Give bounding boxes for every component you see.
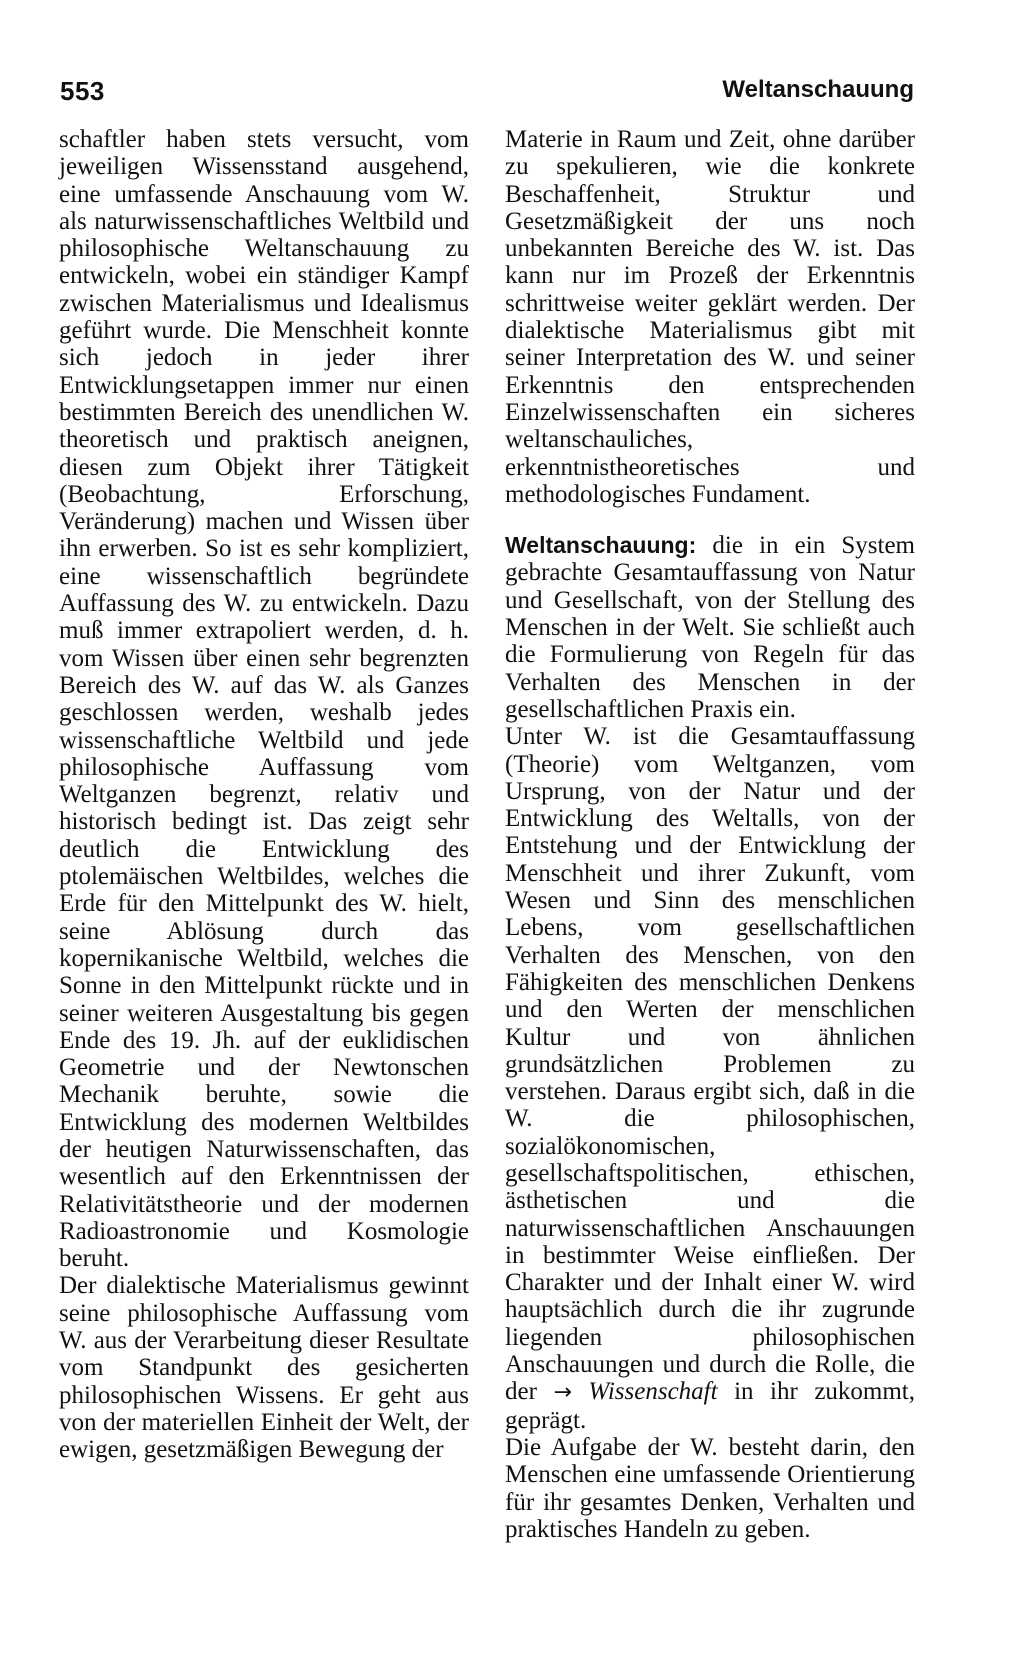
right-paragraph-task: Die Aufgabe der W. besteht darin, den Menschen eine umfassende Orientierung für ihr gesamtes Denken, Verhalten und praktisches Handeln zu geben. bbox=[505, 1433, 915, 1543]
right-paragraph-explanation bbox=[505, 723, 915, 1434]
left-paragraph-continuation: schaftler haben stets versucht, vom jeweiligen Wissensstand ausgehend, eine umfassende Anschauung vom W. als naturwissenschaftliches Weltbild und philosophische Weltanschauung zu entwickeln, wobei ein ständiger Kampf zwischen Materialismus und Idealismus geführt wurde. Die Menschheit konnte sich jedoch in jeder ihrer Entwicklungsetappen immer nur einen bestimmten Bereich des unendlichen W. theoretisch und praktisch aneignen, diesen zum Objekt ihrer Tätigkeit (Beobachtung, Erforschung, Veränderung) machen und Wissen über ihn erwerben. So ist es sehr kompliziert, eine wissenschaftlich begründete Auffassung des W. zu entwickeln. Dazu muß immer extrapoliert werden, d. h. vom Wissen über einen sehr begrenzten Bereich des W. auf das W. als Ganzes geschlossen werden, weshalb jedes wissenschaftliche Weltbild und jede philosophische Auffassung vom Weltganzen begrenzt, relativ und historisch bedingt ist. Das zeigt sehr deutlich die Entwicklung des ptolemäischen Weltbildes, welches die Erde für den Mittelpunkt des W. hielt, seine Ablösung durch das kopernikanische Weltbild, welches die Sonne in den Mittelpunkt rückte und in seiner weiteren Ausgestaltung bis gegen Ende des 19. Jh. auf der euklidischen Geometrie und der Newtonschen Mechanik beruhte, sowie die Entwicklung des modernen Weltbildes der heutigen Naturwissenschaften, das wesentlich auf den Erkenntnissen der Relativitätstheorie und der modernen Radioastronomie und Kosmologie beruht. bbox=[59, 126, 469, 1273]
cross-reference-link[interactable]: Wissenschaft bbox=[588, 1378, 718, 1406]
right-column bbox=[505, 126, 915, 1543]
entry-weltanschauung bbox=[505, 532, 915, 723]
page-header bbox=[60, 76, 914, 116]
left-column bbox=[59, 126, 469, 1464]
running-head: Weltanschauung bbox=[722, 76, 914, 103]
left-paragraph-dialectical-materialism: Der dialektische Materialismus gewinnt seine philosophische Auffassung vom W. aus der Verarbeitung dieser Resultate vom Standpunkt des gesicherten philosophischen Wissens. Er geht aus von der materiellen Einheit der Welt, der ewigen, gesetzmäßigen Bewegung der bbox=[59, 1272, 469, 1464]
entry-headword: Weltanschauung: bbox=[505, 532, 697, 559]
cross-reference-arrow-icon: → bbox=[553, 1380, 572, 1406]
explanation-text: Unter W. ist die Gesamtauffassung (Theorie) vom Weltganzen, vom Ursprung, von der Natur und der Entwicklung des Weltalls, von der Entstehung und der Entwicklung der Menschheit und ihrer Zukunft, vom Wesen und Sinn des menschlichen Lebens, vom gesellschaftlichen Verhalten des Menschen, von den Fähigkeiten des menschlichen Denkens und den Werten der menschlichen Kultur und von ähnlichen grundsätzlichen Problemen zu verstehen. Daraus ergibt sich, daß in die W. die philosophischen, sozialökonomischen, gesellschaftspolitischen, ethischen, ästhetischen und die naturwissenschaftlichen Anschauungen in bestimmter Weise einfließen. Der Charakter und der Inhalt einer W. wird hauptsächlich durch die ihr zugrunde liegenden philosophischen Anschauungen und durch die Rolle, die der bbox=[505, 723, 915, 1406]
explanation-text-end: in ihr zukommt, geprägt. bbox=[505, 1378, 916, 1434]
entry-definition: die in ein System gebrachte Gesamtauffassung von Natur und Gesellschaft, von der Stellung des Menschen in der Welt. Sie schließt auch die Formulierung von Regeln für das Verhalten des Menschen in der gesellschaftlichen Praxis ein. bbox=[505, 532, 915, 723]
right-paragraph-continuation: Materie in Raum und Zeit, ohne darüber zu spekulieren, wie die konkrete Beschaffenheit, Struktur und Gesetzmäßigkeit der uns noch unbekannten Bereiche des W. ist. Das kann nur im Prozeß der Erkenntnis schrittweise weiter geklärt werden. Der dialektische Materialismus gibt mit seiner Interpretation des W. und seiner Erkenntnis den entsprechenden Einzelwissenschaften ein sicheres weltanschauliches, erkenntnistheoretisches und methodologisches Fundament. bbox=[505, 126, 915, 508]
page-number: 553 bbox=[60, 76, 105, 106]
